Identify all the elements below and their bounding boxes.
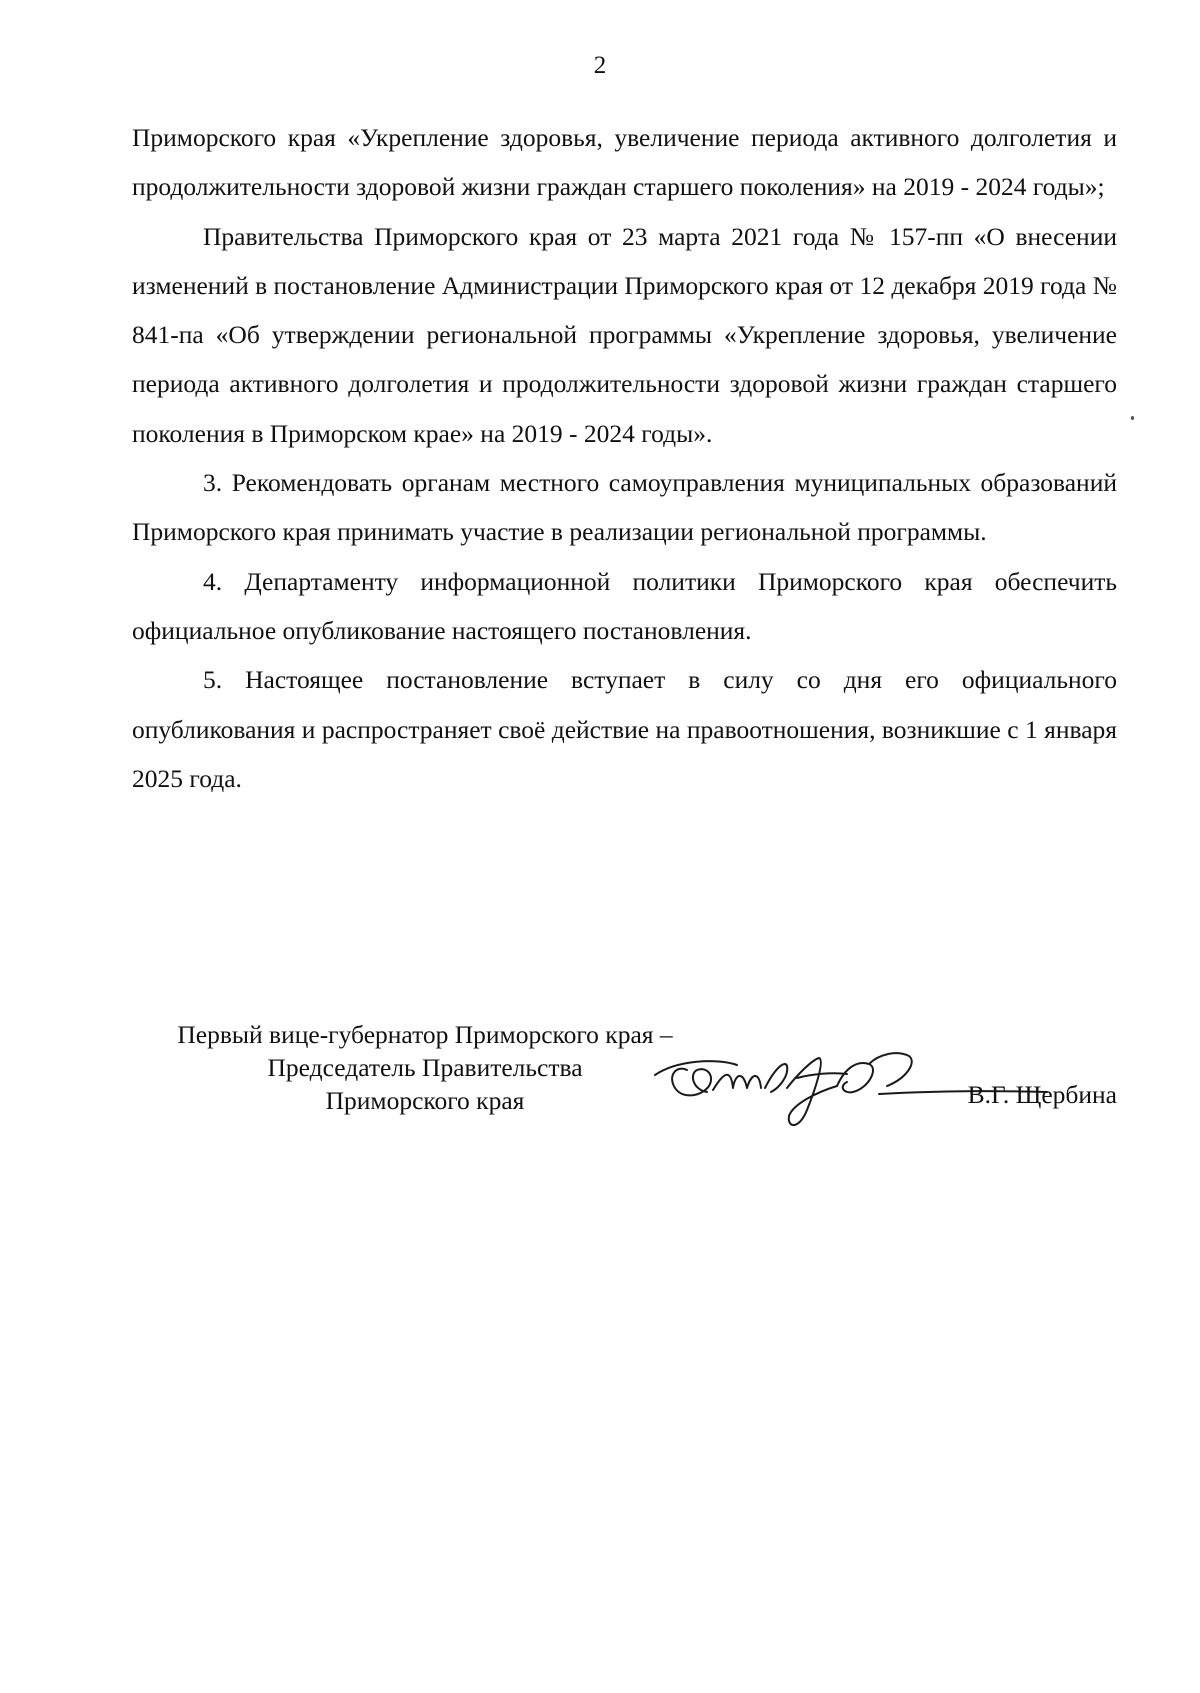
signature-stroke-3 (713, 1075, 761, 1090)
signatory-title-line-3: Приморского края (325, 1086, 525, 1115)
paragraph-5: 5. Настоящее постановление вступает в силу со дня его официального опубликования и распространяет своё действие на правоотношения, возникшие с 1 января 2025 года. (132, 665, 1117, 793)
signature-stroke-6 (797, 1073, 847, 1078)
signature-stroke-1 (672, 1069, 711, 1096)
paragraph-2: Правительства Приморского края от 23 марта 2021 года № 157-пп «О внесении изменений в постановление Администрации Приморского края от 12 декабря 2019 года № 841-па «Об утверждении региональной программы «Укрепление здоровья, увеличение периода активного долголетия и продолжительности здоровой жизни граждан старшего поколения в Приморском крае» на 2019 - 2024 годы». (132, 221, 1117, 448)
signature-stroke-7 (837, 1063, 873, 1092)
signatory-title-line-2: Председатель Правительства (267, 1053, 583, 1082)
paragraph-4: 4. Департаменту информационной политики Приморского края обеспечить официальное опубликование настоящего постановления. (132, 566, 1117, 645)
signature-stroke-5 (787, 1058, 837, 1125)
signatory-title-line-1: Первый вице-губернатор Приморского края – (177, 1020, 673, 1049)
paragraph-1: Приморского края «Укрепление здоровья, увеличение периода активного долголетия и продолжительности здоровой жизни граждан старшего поколения» на 2019 - 2024 годы»; (132, 123, 1117, 202)
document-body (132, 113, 1117, 803)
page-number: 2 (593, 52, 607, 79)
signatory-name: В.Г. Щербина (967, 1080, 1117, 1109)
margin-speck (1131, 416, 1134, 420)
signature-stroke-4 (765, 1064, 787, 1092)
signature-stroke-2 (655, 1061, 737, 1075)
signatory-title (140, 1018, 710, 1117)
signature-block (132, 1018, 1117, 1138)
signature-stroke-8 (869, 1053, 912, 1086)
paragraph-3: 3. Рекомендовать органам местного самоуправления муниципальных образований Приморского края принимать участие в реализации региональной программы. (132, 468, 1117, 547)
